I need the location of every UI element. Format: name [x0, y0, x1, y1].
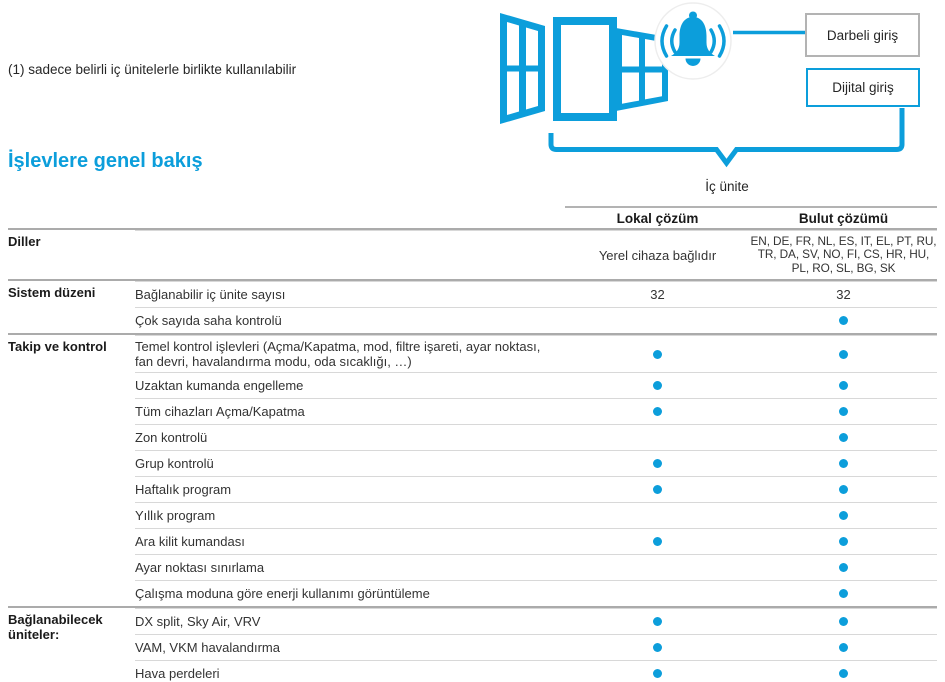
label-column-spacer: [8, 502, 135, 528]
row-content: [135, 554, 937, 580]
header-columns: [565, 206, 937, 228]
row-content: [135, 372, 937, 398]
feature-available-dot: [839, 563, 848, 572]
bulut-value-cell: [750, 231, 937, 279]
bulut-value-cell: [750, 399, 937, 424]
feature-available-dot: [839, 511, 848, 520]
label-column-spacer: [8, 450, 135, 476]
feature-available-dot: [839, 589, 848, 598]
bulut-value-cell: [750, 661, 937, 682]
feature-label: Haftalık program: [135, 482, 232, 498]
feature-available-dot: [653, 350, 662, 359]
table-row: [8, 372, 937, 398]
row-content: [135, 476, 937, 502]
lokal-value-cell: [565, 581, 750, 606]
pulse-input-label: Darbeli giriş: [826, 27, 899, 43]
lokal-value-cell: [565, 477, 750, 502]
feature-table-body: [8, 228, 937, 682]
row-content: [135, 502, 937, 528]
feature-label: Ara kilit kumandası: [135, 534, 245, 550]
row-content: [135, 335, 937, 372]
feature-available-dot: [653, 669, 662, 678]
row-content: [135, 281, 937, 307]
lokal-value-cell: [565, 609, 750, 634]
lokal-value-cell: [565, 451, 750, 476]
lokal-value-cell: [565, 661, 750, 682]
row-content: [135, 580, 937, 606]
lokal-value-cell: [565, 529, 750, 554]
digital-input-box: [806, 68, 920, 107]
lokal-value-cell: [565, 503, 750, 528]
section-label: Bağlanabilecek üniteler:: [8, 612, 103, 643]
feature-label: [135, 252, 565, 258]
bulut-value-cell: [750, 308, 937, 333]
feature-label: Uzaktan kumanda engelleme: [135, 378, 304, 394]
feature-label: Temel kontrol işlevleri (Açma/Kapatma, mod, filtre işareti, ayar noktası, fan devri, havalandırma modu, oda sıcaklığı, …): [135, 339, 541, 370]
feature-available-dot: [839, 485, 848, 494]
indoor-unit-label: İç ünite: [705, 179, 749, 194]
table-row: [8, 450, 937, 476]
feature-available-dot: [653, 381, 662, 390]
header-spacer: [8, 206, 565, 228]
row-content: [135, 307, 937, 333]
row-content: [135, 660, 937, 682]
feature-label: Zon kontrolü: [135, 430, 208, 446]
row-content: [135, 528, 937, 554]
indoor-unit-diagram: [0, 0, 945, 200]
lokal-value-cell: [565, 336, 750, 372]
bulut-value-cell: [750, 555, 937, 580]
table-row: [8, 281, 937, 307]
table-row: [8, 554, 937, 580]
lokal-value-cell: [565, 308, 750, 333]
footnote: (1) sadece belirli iç ünitelerle birlikte kullanılabilir: [8, 62, 297, 77]
table-row: [8, 502, 937, 528]
feature-label: Çok sayıda saha kontrolü: [135, 312, 282, 328]
feature-available-dot: [839, 433, 848, 442]
value-text: EN, DE, FR, NL, ES, IT, EL, PT, RU, TR, DA, SV, NO, FI, CS, HR, HU, PL, RO, SL, BG, SK: [750, 234, 937, 275]
feature-available-dot: [653, 617, 662, 626]
feature-label: Ayar noktası sınırlama: [135, 560, 265, 576]
row-content: [135, 450, 937, 476]
table-section: [8, 228, 937, 279]
row-content: [135, 424, 937, 450]
table-row: [8, 230, 937, 279]
feature-available-dot: [839, 381, 848, 390]
table-row: [8, 335, 937, 372]
bulut-value-cell: [750, 503, 937, 528]
column-header-lokal: Lokal çözüm: [616, 211, 699, 226]
bulut-value-cell: [750, 336, 937, 372]
label-column-spacer: [8, 372, 135, 398]
table-row: [8, 307, 937, 333]
table-section: [8, 606, 937, 682]
table-row: [8, 398, 937, 424]
bulut-value-cell: [750, 451, 937, 476]
row-content: [135, 608, 937, 634]
feature-available-dot: [839, 617, 848, 626]
feature-label: DX split, Sky Air, VRV: [135, 614, 261, 630]
bulut-value-cell: [750, 425, 937, 450]
bulut-value-cell: [750, 282, 937, 307]
value-text: 32: [650, 287, 665, 302]
label-column-spacer: [8, 660, 135, 682]
feature-label: Grup kontrolü: [135, 456, 214, 472]
feature-available-dot: [839, 407, 848, 416]
label-column-spacer: [8, 398, 135, 424]
feature-available-dot: [653, 459, 662, 468]
section-label: Diller: [8, 234, 41, 249]
label-column-spacer: [8, 424, 135, 450]
lokal-value-cell: [565, 425, 750, 450]
digital-input-label: Dijital giriş: [832, 80, 894, 95]
alarm-bell-icon: [655, 3, 731, 79]
label-column-spacer: [8, 554, 135, 580]
table-row: [8, 424, 937, 450]
page-title: İşlevlere genel bakış: [8, 150, 203, 172]
table-row: [8, 660, 937, 682]
section-label: Takip ve kontrol: [8, 339, 107, 354]
feature-available-dot: [653, 537, 662, 546]
lokal-value-cell: [565, 373, 750, 398]
table-row: [8, 634, 937, 660]
row-content: [135, 230, 937, 279]
bulut-value-cell: [750, 373, 937, 398]
row-content: [135, 398, 937, 424]
label-column-spacer: [8, 476, 135, 502]
label-column-spacer: [8, 580, 135, 606]
feature-available-dot: [653, 643, 662, 652]
value-text: Yerel cihaza bağlıdır: [598, 247, 717, 263]
label-column-spacer: [8, 307, 135, 333]
section-label: Sistem düzeni: [8, 285, 96, 300]
feature-label: VAM, VKM havalandırma: [135, 640, 280, 656]
feature-label: Yıllık program: [135, 508, 216, 524]
label-column-spacer: [8, 528, 135, 554]
lokal-value-cell: [565, 555, 750, 580]
feature-available-dot: [839, 537, 848, 546]
feature-available-dot: [839, 669, 848, 678]
table-section: [8, 333, 937, 606]
lokal-value-cell: [565, 282, 750, 307]
table-row: [8, 580, 937, 606]
feature-available-dot: [839, 643, 848, 652]
table-section: [8, 279, 937, 333]
feature-available-dot: [839, 350, 848, 359]
feature-label: Hava perdeleri: [135, 666, 220, 682]
feature-label: Bağlanabilir iç ünite sayısı: [135, 286, 286, 302]
pulse-input-box: [805, 13, 920, 57]
bulut-value-cell: [750, 529, 937, 554]
lokal-value-cell: [565, 231, 750, 279]
column-headers: [8, 206, 937, 228]
lokal-value-cell: [565, 399, 750, 424]
lokal-value-cell: [565, 635, 750, 660]
value-text: 32: [836, 287, 851, 302]
feature-available-dot: [653, 407, 662, 416]
bulut-value-cell: [750, 477, 937, 502]
table-row: [8, 528, 937, 554]
bulut-value-cell: [750, 609, 937, 634]
feature-label: Tüm cihazları Açma/Kapatma: [135, 404, 305, 420]
open-window-icon: [500, 13, 668, 124]
table-row: [8, 608, 937, 634]
feature-available-dot: [839, 316, 848, 325]
bulut-value-cell: [750, 581, 937, 606]
bulut-value-cell: [750, 635, 937, 660]
table-row: [8, 476, 937, 502]
feature-available-dot: [653, 485, 662, 494]
feature-available-dot: [839, 459, 848, 468]
feature-table: [8, 206, 937, 682]
row-content: [135, 634, 937, 660]
column-header-bulut: Bulut çözümü: [798, 211, 889, 226]
feature-label: Çalışma moduna göre enerji kullanımı görüntüleme: [135, 586, 430, 602]
